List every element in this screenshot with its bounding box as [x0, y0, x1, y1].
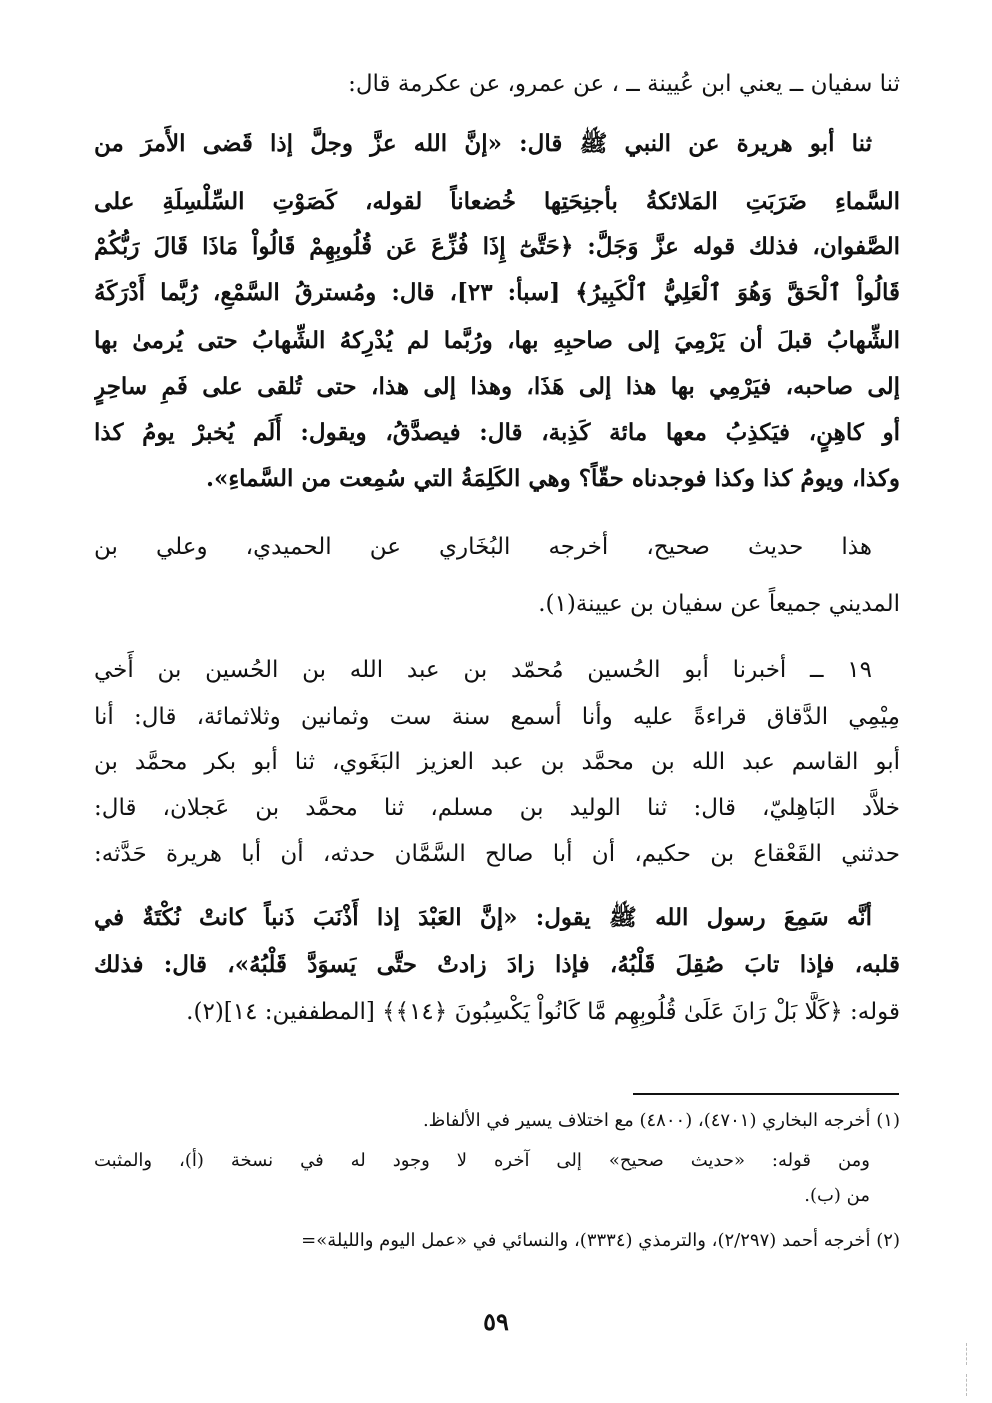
text-line: الصَّفوان، فذلك قوله عزَّ وَجَلَّ: ﴿حَتَّىٰٓ إِذَا فُزِّعَ عَن قُلُوبِهِمْ قَالُواْ مَاذَا قَالَ رَبُّكُمْ	[94, 233, 900, 260]
scan-margin-mark	[966, 1374, 967, 1396]
text-line: هذا حديث صحيح، أخرجه البُخَاري عن الحميدي، وعلي بن	[94, 534, 872, 560]
text-line: ثنا سفيان ــ يعني ابن عُيينة ــ ، عن عمرو، عن عكرمة قال:	[348, 71, 900, 97]
text-line: المديني جميعاً عن سفيان بن عيينة(١).	[538, 591, 900, 617]
text-line: إلى صاحبه، فيَرْمِي بها هذا إلى هَذَا، وهذا إلى هذا، حتى تُلقى على فَمِ ساحِرٍ	[94, 373, 900, 400]
footnote-separator	[633, 1093, 899, 1095]
text-line: السَّماءِ ضَرَبَتِ المَلائكةُ بأجنِحَتِها خُضعاناً لقوله، كَصَوْتِ السِّلْسِلَةِ على	[94, 188, 900, 215]
text-line: أنَّه سَمِعَ رسول الله ﷺ يقول: «إنَّ العَبْدَ إذا أَذْنَبَ ذَنباً كانتْ نُكْتَةٌ في	[94, 904, 872, 931]
text-line: قَالُواْ ٱلْحَقَّ وَهُوَ ٱلْعَلِيُّ ٱلْكَبِيرُ﴾ [سبأ: ٢٣]، قال: ومُسترقُ السَّمْعِ، رُبَّما أَدْرَكَهُ	[94, 279, 900, 306]
text-line: ثنا أبو هريرة عن النبي ﷺ قال: «إنَّ الله عزَّ وجلَّ إذا قَضى الأَمرَ من	[94, 130, 872, 157]
text-line: أبو القاسم عبد الله بن محمَّد بن عبد العزيز البَغَوي، ثنا أبو بكر محمَّد بن	[94, 749, 900, 775]
page-number: ٥٩	[483, 1307, 509, 1336]
text-line: خلاَّد البَاهِليّ، قال: ثنا الوليد بن مسلم، ثنا محمَّد بن عَجلان، قال:	[94, 795, 900, 821]
footnote-line: (١) أخرجه البخاري (٤٧٠١)، (٤٨٠٠) مع اختلاف يسير في الألفاظ.	[422, 1110, 900, 1131]
text-line: قوله: ﴿كَلَّا بَلْ رَانَ عَلَىٰ قُلُوبِهِم مَّا كَانُواْ يَكْسِبُونَ ﴿١٤﴾﴾ [المطففين: ١٤](٢).	[186, 999, 900, 1025]
footnote-line: من (ب).	[804, 1185, 870, 1206]
text-line: قلبه، فإذا تابَ صُقِلَ قَلْبُهُ، فإذا زادَ زادتْ حتَّى يَسوَدَّ قَلْبُهُ»، قال: فذلك	[94, 951, 900, 978]
text-line: مِيْمِي الدَّقاق قراءةً عليه وأنا أسمع سنة ست وثمانين وثلاثمائة، قال: أنا	[94, 704, 900, 730]
text-line: أو كاهِنٍ، فيَكذِبُ معها مائة كَذِبة، قال: فيصدَّقُ، ويقول: أَلَم يُخبرْ يومُ كذا	[94, 419, 900, 446]
text-line: وكذا، ويومُ كذا وكذا فوجدناه حقّاً؟ وهي الكَلِمَةُ التي سُمِعت من السَّماءِ».	[205, 465, 900, 492]
scan-margin-mark	[966, 1343, 967, 1365]
text-line: الشِّهابُ قبلَ أن يَرْمِيَ إلى صاحبِهِ بها، ورُبَّما لم يُدْرِكهُ الشِّهابُ حتى يُرمىٰ بها	[94, 327, 900, 354]
text-line: حدثني القَعْقاع بن حكيم، أن أبا صالح السَّمَّان حدثه، أن أبا هريرة حَدَّثه:	[94, 841, 900, 867]
text-line: ١٩ ــ أخبرنا أبو الحُسين مُحمّد بن عبد الله بن الحُسين بن أَخي	[94, 657, 872, 683]
footnote-line: (٢) أخرجه أحمد (٢/٢٩٧)، والترمذي (٣٣٣٤)، والنسائي في «عمل اليوم والليلة»=	[301, 1230, 900, 1251]
footnote-line: ومن قوله: «حديث صحيح» إلى آخره لا وجود له في نسخة (أ)، والمثبت	[94, 1150, 870, 1171]
